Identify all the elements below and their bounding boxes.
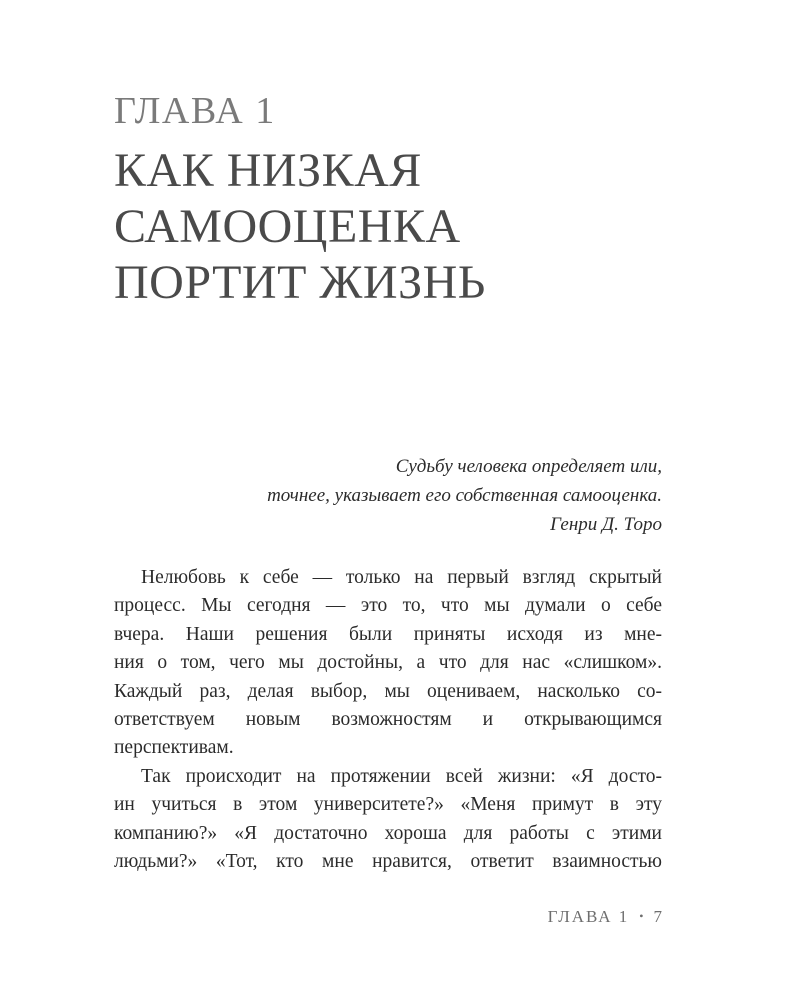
page-number: 7 xyxy=(653,907,662,926)
body-text xyxy=(114,564,662,876)
chapter-title-line: КАК НИЗКАЯ xyxy=(114,144,422,197)
text-line: ответствуем новым возможностям и открывающимся xyxy=(114,709,662,731)
paragraph xyxy=(114,763,662,877)
chapter-label: ГЛАВА 1 xyxy=(114,90,276,132)
running-head: ГЛАВА 1 xyxy=(547,907,630,926)
text-line: Каждый раз, делая выбор, мы оцениваем, насколько со- xyxy=(114,680,662,702)
text-line: компанию?» «Я достаточно хороша для работы с этими xyxy=(114,822,662,844)
text-line: перспективам. xyxy=(114,737,234,759)
epigraph xyxy=(102,452,662,539)
epigraph-line: Судьбу человека определяет или, xyxy=(395,456,662,477)
text-line: Нелюбовь к себе — только на первый взгляд скрытый xyxy=(141,567,662,588)
chapter-title xyxy=(114,143,674,311)
text-line: процесс. Мы сегодня — это то, что мы думали о себе xyxy=(114,595,662,617)
chapter-title-line: ПОРТИТ ЖИЗНЬ xyxy=(114,256,486,309)
epigraph-author: Генри Д. Торо xyxy=(550,514,662,535)
text-line: людьми?» «Тот, кто мне нравится, ответит взаимностью xyxy=(114,851,662,873)
text-line: Так происходит на протяжении всей жизни: «Я досто- xyxy=(141,765,662,787)
page-footer xyxy=(548,908,662,925)
text-line: ния о том, чего мы достойны, а что для нас «слишком». xyxy=(114,652,662,674)
text-line: ин учиться в этом университете?» «Меня примут в эту xyxy=(114,794,662,816)
chapter-title-line: САМООЦЕНКА xyxy=(114,200,461,253)
epigraph-line: точнее, указывает его собственная самооценка. xyxy=(267,485,662,506)
text-line: вчера. Наши решения были приняты исходя из мне- xyxy=(114,623,662,645)
paragraph xyxy=(114,564,662,763)
separator-dot: • xyxy=(639,909,644,923)
